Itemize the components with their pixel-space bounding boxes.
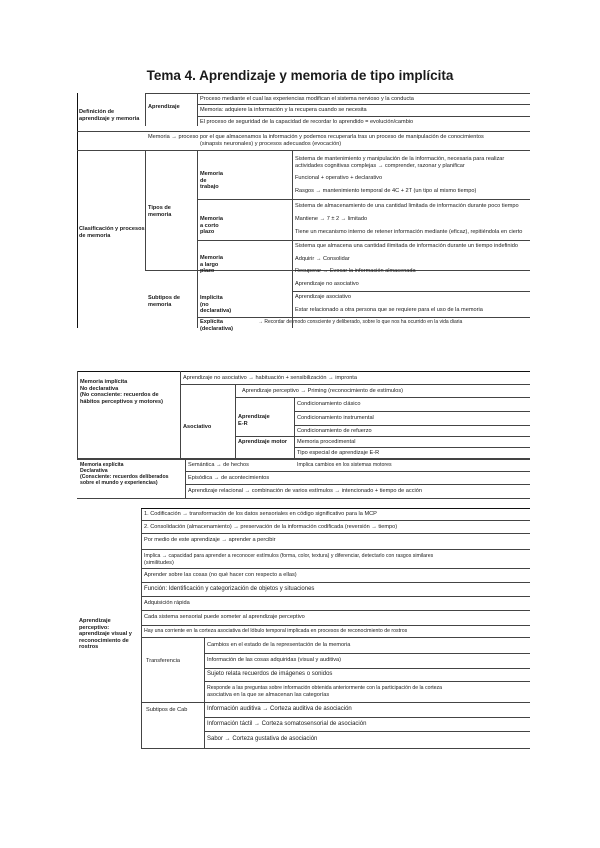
text-consolidacion: 2. Consolidación (almacenamiento) → preservación de la información codificada (reversión → tiempo) — [144, 524, 398, 530]
text-aprendizaje-2: Memoria: adquiere la información y la recupera cuando se necesita — [200, 107, 367, 113]
label-aprendizaje: Aprendizaje — [148, 104, 180, 110]
label-transferencia: Transferencia — [146, 658, 180, 664]
text-largo-3: Recuperar → Evocar la información almacenada — [295, 268, 416, 274]
text-trans-2: Información de las cosas adquiridas (visual y auditiva) — [207, 657, 342, 663]
text-largo-2: Adquirir → Consolidar — [295, 256, 350, 262]
text-perc-1: Por medio de este aprendizaje → aprender a percibir — [144, 537, 276, 543]
label-subtipos-cab: Subtipos de Cab — [146, 707, 188, 713]
text-motor-1: Memoria procedimental — [297, 439, 356, 445]
text-motor-3: Implica cambios en los sistemas motores — [297, 462, 392, 468]
text-perceptivo: Aprendizaje perceptivo → Priming (reconocimiento de estímulos) — [242, 388, 404, 394]
label-memoria-largo: Memoria a largo plazo — [200, 255, 224, 275]
text-trans-1: Cambios en el estado de la representación de la memoria — [207, 642, 351, 648]
label-asociativo: Asociativo — [183, 424, 212, 430]
label-explicita-3: (Consciente: recuerdos deliberados sobre el mundo y experiencias) — [80, 474, 169, 486]
text-trabajo-3: Funcional + operativo + declarativo — [295, 175, 383, 181]
label-tipos: Tipos de memoria — [148, 205, 172, 218]
text-relacional: Aprendizaje relacional → combinación de varios estímulos → intencionado + tiempo de acción — [188, 488, 422, 494]
text-trabajo-2: actividades cognitivas complejas → comprender, razonar y planificar — [295, 163, 465, 169]
text-cab-2: Información táctil → Corteza somatosensorial de asociación — [207, 721, 367, 727]
label-definicion: Definición de aprendizaje y memoria — [79, 109, 140, 122]
text-motor-2: Tipo especial de aprendizaje E-R — [297, 450, 380, 456]
text-er-1: Condicionamiento clásico — [297, 401, 361, 407]
label-implicita-1: Memoria implícita — [80, 379, 128, 385]
text-cab-3: Sabor → Corteza gustativa de asociación — [207, 736, 318, 742]
text-trans-4b: asociativa en la que se almacenan las categorías — [207, 692, 330, 698]
text-aprendizaje-1: Proceso mediante el cual las experiencias modifican el sistema nervioso y la conducta — [200, 96, 414, 102]
text-implicita-2: Aprendizaje asociativo — [295, 294, 351, 300]
label-clasificacion: Clasificación y procesos de memoria — [79, 226, 145, 239]
text-trans-4: Responde a las preguntas sobre información obtenida anteriormente con la participación de la corteza — [207, 685, 443, 691]
text-trabajo-1: Sistema de mantenimiento y manipulación de la información, necesaria para realizar — [295, 156, 505, 162]
label-implicita-3: (No consciente: recuerdos de hábitos perceptivos y motores) — [80, 392, 163, 405]
label-memoria-implicita — [80, 379, 178, 405]
label-explicita-1: Memoria explícita — [80, 462, 124, 468]
text-episodica: Episódica → de acontecimientos — [188, 475, 270, 481]
page-title: Tema 4. Aprendizaje y memoria de tipo implícita — [146, 68, 454, 83]
label-explicita: Explícita (declarativa) — [200, 319, 233, 332]
text-codificacion: 1. Codificación → transformación de los datos sensoriales en código significativo para la MCP — [144, 511, 377, 517]
label-implicita: Implícita (no declarativa) — [200, 295, 232, 315]
text-trabajo-4: Rasgos → mantenimiento temporal de 4C + 2T (un tipo al mismo tiempo) — [295, 188, 477, 194]
label-implicita-2: No declarativa — [80, 385, 119, 392]
text-largo-1: Sistema que almacena una cantidad ilimitada de información durante un tiempo indefinido — [295, 243, 518, 249]
text-perc-7: Hay una corriente en la corteza asociativa del lóbulo temporal implicada en procesos de reconocimiento de rostros — [144, 628, 408, 634]
text-cab-1: Información auditiva → Corteza auditiva de asociación — [207, 706, 352, 712]
label-aprendizaje-motor: Aprendizaje motor — [238, 439, 288, 445]
text-perc-6: Cada sistema sensorial puede someter al aprendizaje perceptivo — [144, 614, 305, 620]
text-perc-4: Función: Identificación y categorización de objetos y situaciones — [144, 586, 315, 592]
text-perc-2: Implica → capacidad para aprender a reconocer estímulos (forma, color, textura) y diferenciar, detectarlo con rasgos similares — [144, 553, 434, 559]
label-subtipos: Subtipos de memoria — [148, 295, 181, 308]
text-corto-1: Sistema de almacenamiento de una cantidad limitada de información durante poco tiempo — [295, 203, 519, 209]
text-aprendizaje-3: El proceso de seguridad de la capacidad de recordar lo aprendido = evolución/cambio — [200, 119, 414, 125]
label-memoria-corto: Memoria a corto plazo — [200, 216, 224, 236]
text-implicita-3: Estar relacionado a otra persona que se requiere para el uso de la memoria — [295, 307, 483, 313]
text-memoria-2: (sinapsis neuronales) y procesos adecuados (evocación) — [200, 141, 342, 147]
text-explicita-1: → Recordar de modo consciente y deliberado, sobre lo que nos ha ocurrido en la vida diaria — [258, 319, 463, 325]
text-er-2: Condicionamiento instrumental — [297, 415, 374, 421]
text-corto-3: Tiene un mecanismo interno de retener información mediante (eficaz), repitiéndola en cierto — [295, 229, 523, 235]
text-memoria-1: Memoria → proceso por el que almacenamos la información y podemos recuperarla tras un proceso de manipulación de conocimientos — [148, 134, 484, 140]
text-no-asociativo: Aprendizaje no asociativo → habituación + sensibilización → impronta — [183, 375, 357, 381]
text-semantica: Semántica → de hechos — [188, 462, 249, 468]
label-aprendizaje-perceptivo: Aprendizaje perceptivo: aprendizaje visual y reconocimiento de rostros — [79, 618, 132, 651]
text-er-3: Condicionamiento de refuerzo — [297, 428, 372, 434]
text-trans-3: Sujeto relata recuerdos de imágenes o sonidos — [207, 671, 333, 677]
text-perc-5: Adquisición rápida — [144, 600, 190, 606]
label-explicita-2: Declarativa — [80, 468, 108, 474]
text-perc-3: Aprender sobre las cosas (no qué hacer con respecto a ellas) — [144, 572, 297, 578]
label-memoria-explicita — [80, 462, 183, 486]
text-perc-2b: (similitudes) — [144, 560, 174, 566]
text-implicita-1: Aprendizaje no asociativo — [295, 281, 359, 287]
label-aprendizaje-er: Aprendizaje E-R — [238, 414, 270, 427]
label-memoria-trabajo: Memoria de trabajo — [200, 171, 224, 191]
text-corto-2: Mantiene → 7 ± 2 → limitado — [295, 216, 368, 222]
